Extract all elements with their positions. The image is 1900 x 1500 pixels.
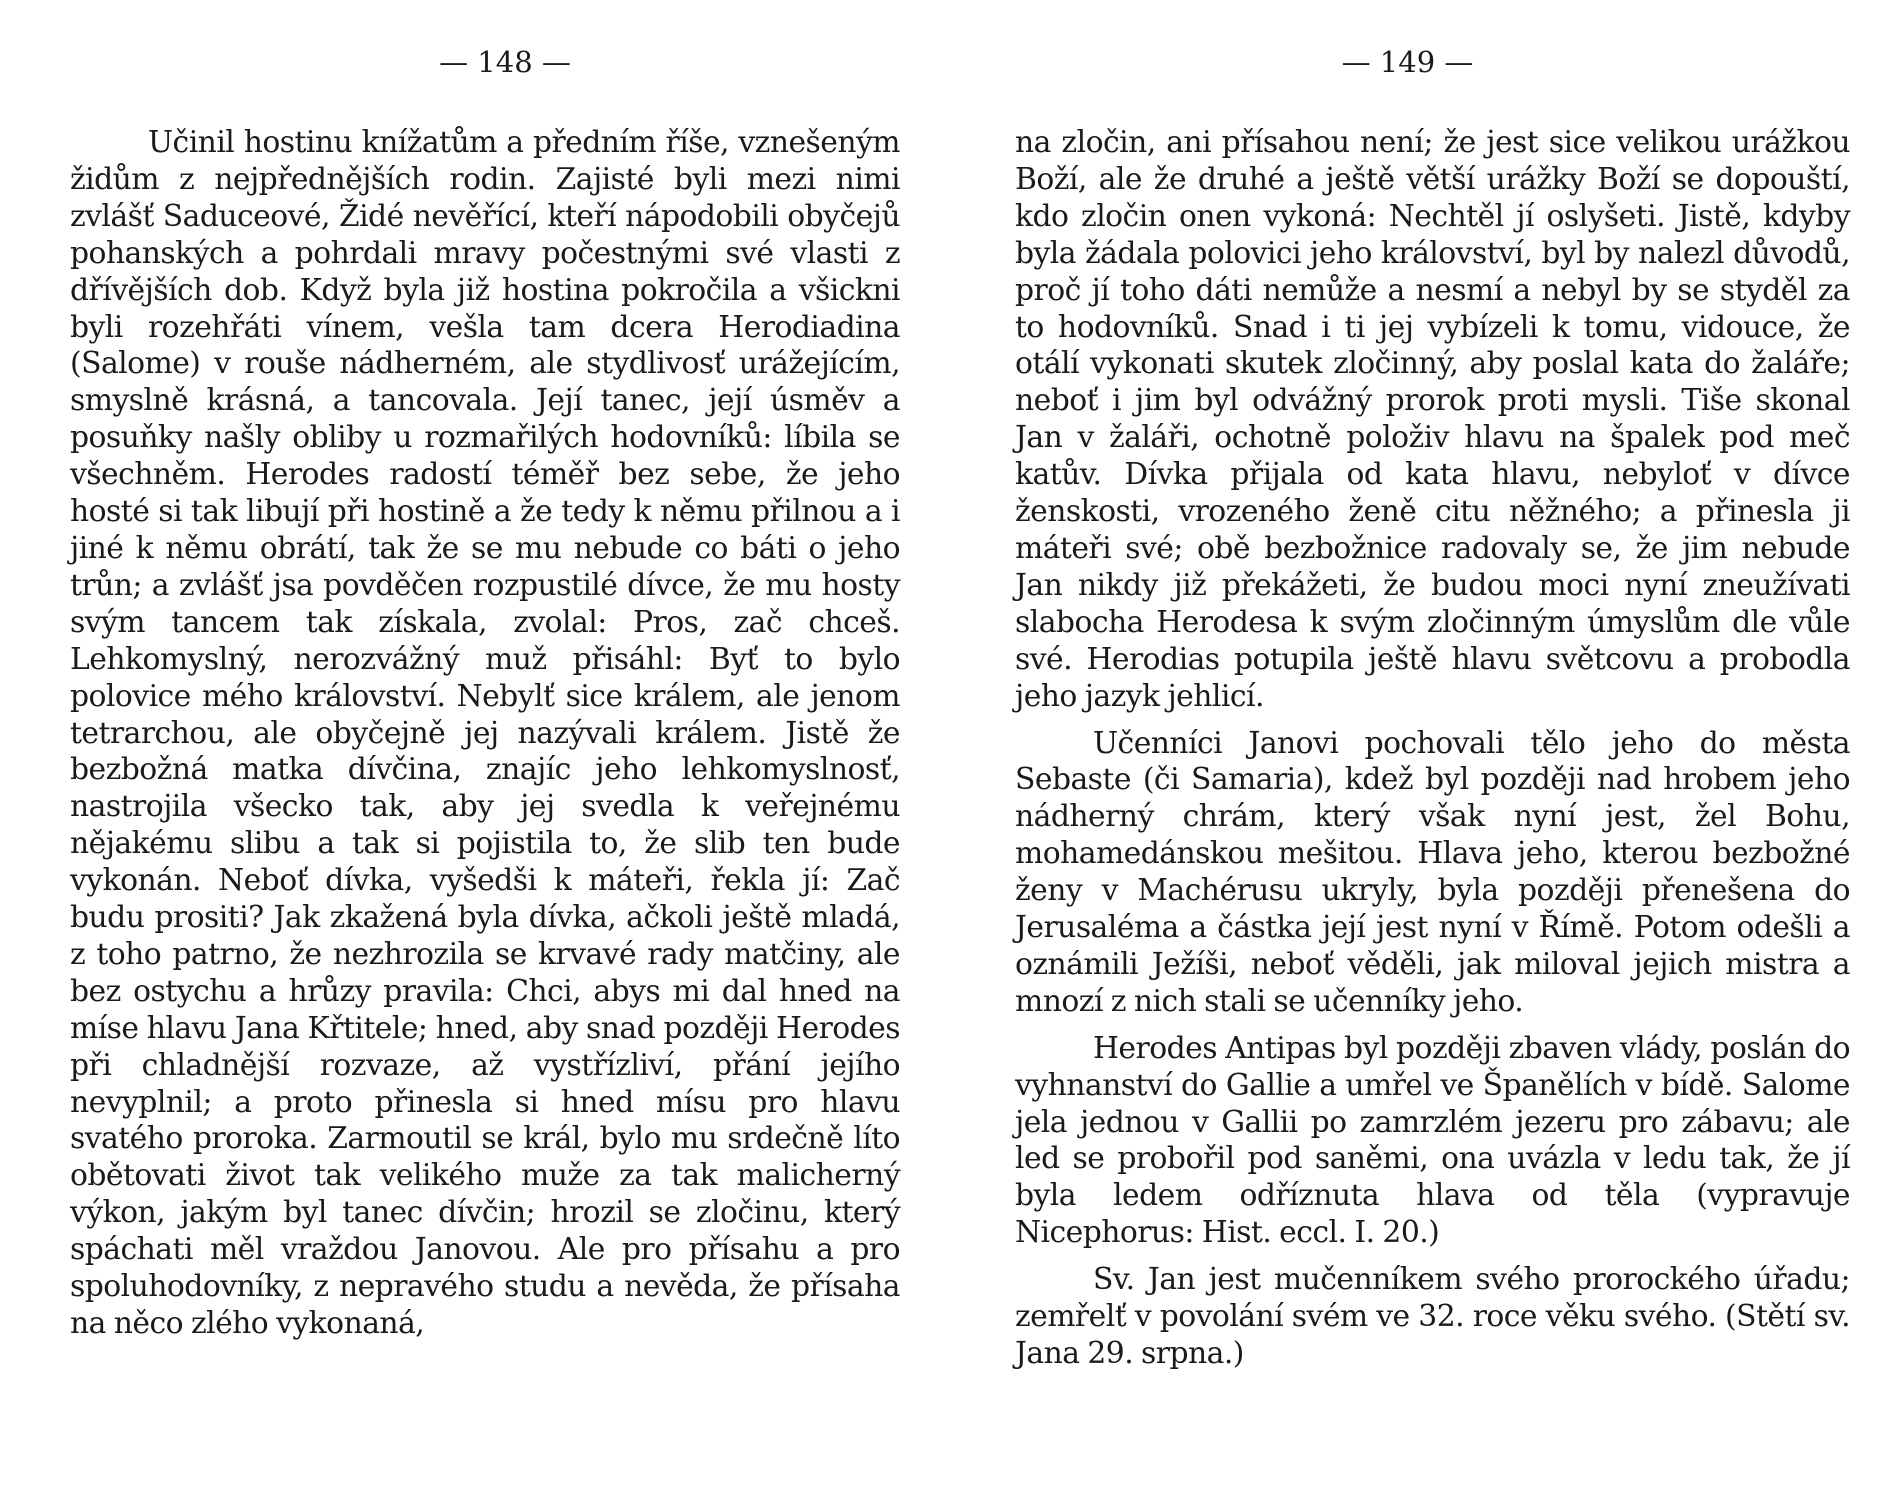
paragraph: Herodes Antipas byl později zbaven vlády, poslán do vyhnanství do Gallie a umřel ve Španělích v bídě. Salome jela jednou v Gallii po zamrzlém jezeru pro zábavu; ale led se probořil pod saněmi, ona uvázla v ledu tak, že jí byla ledem odříznuta hlava od těla (vypravuje Nicephorus: Hist. eccl. I. 20.)	[1015, 1030, 1850, 1251]
paragraph: Sv. Jan jest mučenníkem svého prorockého úřadu; zemřelť v povolání svém ve 32. roce věku svého. (Stětí sv. Jana 29. srpna.)	[1015, 1262, 1850, 1371]
page-number: — 148 —	[439, 45, 571, 79]
paragraph: Učenníci Janovi pochovali tělo jeho do města Sebaste (či Samaria), kdež byl později nad hrobem jeho nádherný chrám, který však nyní jest, žel Bohu, mohamedánskou mešitou. Hlava jeho, kterou bezbožné ženy v Machérusu ukryly, byla později přenešena do Jerusaléma a částka její jest nyní v Římě. Potom odešli a oznámili Ježíši, neboť věděli, jak miloval jejich mistra a mnozí z nich stali se učenníky jeho.	[1015, 725, 1850, 1019]
page-body	[1015, 125, 1850, 1373]
paragraph: na zločin, ani přísahou není; že jest sice velikou urážkou Boží, ale že druhé a ještě větší urážky Boží se dopouští, kdo zločin onen vykoná: Nechtěl jí oslyšeti. Jistě, kdyby byla žádala polovici jeho království, byl by nalezl důvodů, proč jí toho dáti nemůže a nesmí a nebyl by se styděl za to hodovníků. Snad i ti jej vybízeli k tomu, vidouce, že otálí vykonati skutek zločinný, aby poslal kata do žaláře; neboť i jim byl odvážný prorok proti mysli. Tiše skonal Jan v žaláři, ochotně položiv hlavu na špalek pod meč katův. Dívka přijala od kata hlavu, nebylоť v dívce ženskosti, vrozeného ženě citu něžného; a přinesla ji máteři své; obě bezbožnice radovaly se, že jim nebude Jan nikdy již překážeti, že budou moci nyní zneužívati slabocha Herodesa k svým zločinným úmyslům dle vůle své. Herodias potupila ještě hlavu světcovu a probodla jeho jazyk jehlicí.	[1015, 125, 1850, 714]
paragraph: Učinil hostinu knížatům a předním říše, vznešeným židům z nejpřednějších rodin. Zajisté byli mezi nimi zvlášť Saduceové, Židé nevěřící, kteří nápodobili obyčejů pohanských a pohrdali mravy počestnými své vlasti z dřívějších dob. Když byla již hostina pokročila a všickni byli rozehřáti vínem, vešla tam dcera Herodiadina (Salome) v rouše nádherném, ale stydlivosť urážejícím, smyslně krásná, a tancovala. Její tanec, její úsměv a posuňky našly obliby u rozmařilých hodovníků: líbila se všechněm. Herodes radostí téměř bez sebe, že jeho hosté si tak libují při hostině a že tedy k němu přilnou a i jiné k němu obrátí, tak že se mu nebude co báti o jeho trůn; a zvlášť jsa povděčen rozpustilé dívce, že mu hosty svým tancem tak získala, zvolal: Pros, zač chceš. Lehkomyslný, nerozvážný muž přisáhl: Byť to bylo polovice mého království. Nebylť sice králem, ale jenom tetrarchou, ale obyčejně jej nazývali králem. Jistě že bezbožná matka dívčina, znajíc jeho lehkomyslnosť, nastrojila všecko tak, aby jej svedla k veřejnému nějakému slibu a tak si pojistila to, že slib ten bude vykonán. Neboť dívka, vyšedši k máteři, řekla jí: Zač budu prositi? Jak zkažená byla dívka, ačkoli ještě mladá, z toho patrno, že nezhrozila se krvavé rady matčiny, ale bez ostychu a hrůzy pravila: Chci, abys mi dal hned na míse hlavu Jana Křtitele; hned, aby snad později Herodes při chladnější rozvaze, až vystřízliví, přání jejího nevyplnil; a proto přinesla si hned mísu pro hlavu svatého proroka. Zarmoutil se král, bylo mu srdečně líto obětovati život tak velikého muže za tak malicherný výkon, jakým byl tanec dívčin; hrozil se zločinu, který spáchati měl vraždou Janovou. Ale pro přísahu a pro spoluhodovníky, z nepravého studu a nevěda, že přísaha na něco zlého vykonaná,	[70, 125, 900, 1341]
right-page	[1015, 0, 1850, 1373]
page-body	[70, 125, 900, 1343]
left-page	[70, 0, 900, 1343]
page-number: — 149 —	[1341, 45, 1474, 79]
